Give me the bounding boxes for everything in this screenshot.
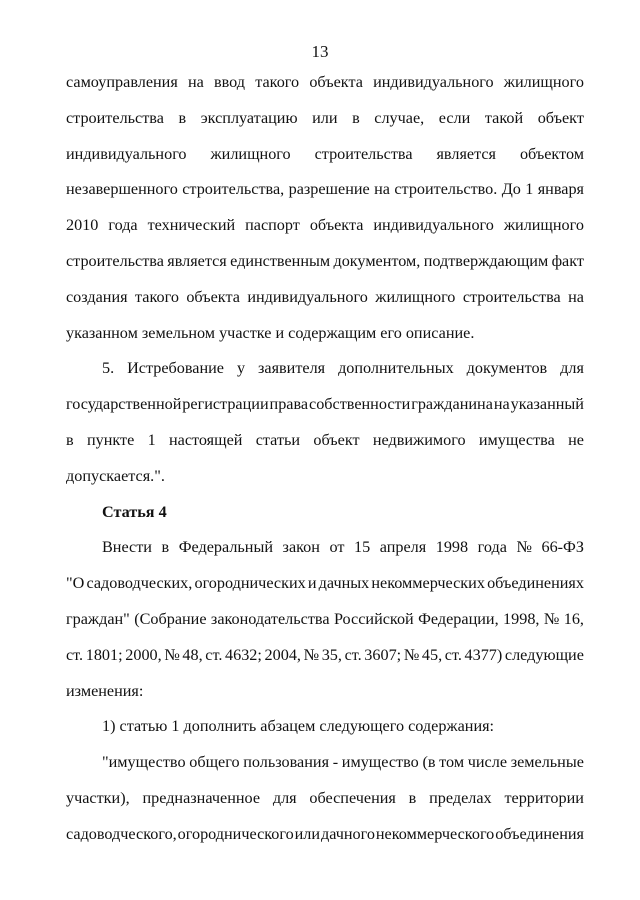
word: у — [236, 359, 246, 378]
word: предназначенное — [142, 788, 261, 807]
word: (в — [422, 753, 436, 772]
word: № — [403, 645, 420, 664]
word: если — [438, 108, 471, 127]
text-line — [66, 609, 584, 645]
word: на — [374, 180, 390, 199]
word: "О — [66, 574, 85, 593]
word: 45, — [421, 645, 443, 664]
word: 3607; — [364, 645, 402, 664]
word: Российской — [333, 609, 414, 628]
line-text: 1) статью 1 дополнить абзацем следующего содержания: — [102, 717, 495, 736]
word: такого — [255, 73, 300, 91]
word: индивидуального — [247, 287, 368, 306]
text-line — [66, 179, 584, 215]
word: объект — [537, 108, 584, 127]
word: на — [493, 395, 510, 414]
word: в — [178, 108, 187, 127]
text-line — [66, 215, 584, 251]
word: для — [560, 359, 584, 378]
word: числе — [467, 753, 508, 772]
word: является — [167, 251, 227, 270]
word: 16, — [563, 609, 584, 628]
word: строительство. — [394, 180, 498, 199]
page-number: 13 — [311, 42, 329, 61]
word: 66-ФЗ — [541, 538, 584, 557]
word: объединения — [495, 824, 584, 843]
word: 2000, — [125, 645, 162, 664]
word: жилищного — [503, 73, 584, 91]
word: 15 — [354, 538, 371, 557]
word: указанный — [510, 395, 584, 414]
word: Истребование — [127, 359, 224, 378]
word: имущество — [341, 753, 419, 772]
text-line — [66, 72, 584, 108]
word: строительства — [462, 287, 561, 306]
word: ст. — [66, 645, 84, 664]
text-line — [66, 108, 584, 144]
word: участки), — [66, 788, 130, 807]
word: № — [164, 645, 180, 664]
word: или — [312, 108, 338, 127]
word: - — [332, 753, 339, 772]
word: дачных — [318, 574, 370, 593]
article-heading — [66, 502, 584, 538]
text-line — [66, 430, 584, 466]
word: регистрации — [182, 395, 269, 414]
word: строительства, — [182, 180, 285, 199]
word: Федеральный — [178, 538, 273, 557]
word: Федерации, — [418, 609, 499, 628]
word: или — [294, 824, 321, 843]
word: некоммерческого — [375, 824, 495, 843]
word: огороднических — [194, 574, 306, 593]
word: 35, — [321, 645, 342, 664]
word: законодательства — [210, 609, 330, 628]
word: садоводческих, — [86, 574, 193, 593]
text-line — [66, 716, 584, 752]
word: единственным — [230, 251, 331, 270]
word: случае, — [374, 108, 425, 127]
word: объекта — [309, 216, 364, 235]
word: в — [352, 108, 360, 127]
word: не — [568, 430, 584, 449]
word: года — [108, 216, 138, 235]
word: строительства — [66, 251, 164, 270]
text-line — [66, 251, 584, 287]
word: индивидуального — [373, 216, 494, 235]
word: пользования — [243, 753, 330, 772]
word: объектом — [519, 144, 584, 163]
word: 1 — [525, 180, 534, 199]
word: строительства — [66, 108, 164, 127]
word: от — [329, 538, 345, 557]
word: ввод — [214, 73, 246, 91]
word: в — [161, 538, 170, 557]
word: подтверждающим — [423, 251, 549, 270]
text-line — [66, 824, 584, 860]
word: 1801; — [85, 645, 123, 664]
word: права — [269, 395, 309, 414]
word: в — [408, 788, 417, 807]
text-line — [66, 681, 584, 717]
word: жилищного — [503, 216, 584, 235]
word: № — [543, 609, 560, 628]
word: собственности — [309, 395, 411, 414]
word: № — [303, 645, 320, 664]
line-text: допускается.". — [66, 466, 165, 485]
word: 2010 — [66, 216, 99, 235]
word: такой — [484, 108, 524, 127]
word: на — [568, 287, 584, 306]
word: настоящей — [168, 430, 243, 449]
text-line — [66, 537, 584, 573]
word: государственной — [66, 395, 182, 414]
word: статьи — [255, 430, 301, 449]
word: года — [477, 538, 507, 557]
word: общего — [189, 753, 240, 772]
word: объединениях — [487, 574, 584, 593]
word: 48, — [182, 645, 203, 664]
word: факт — [551, 251, 584, 270]
word: в — [66, 430, 74, 449]
word: земельные — [510, 753, 584, 772]
word: индивидуального — [66, 144, 187, 163]
word: 2004, — [264, 645, 301, 664]
line-text: Статья 4 — [102, 502, 167, 521]
word: самоуправления — [66, 73, 178, 91]
word: пределах — [429, 788, 492, 807]
word: января — [537, 180, 584, 199]
word: документов — [466, 359, 548, 378]
word: "имущество — [102, 753, 186, 772]
word: 1998 — [435, 538, 469, 557]
word: 1 — [147, 430, 156, 449]
word: 4632; — [225, 645, 262, 664]
word: 1998, — [503, 609, 540, 628]
word: документом, — [333, 251, 421, 270]
word: объекта — [186, 287, 240, 306]
word: том — [439, 753, 465, 772]
word: апреля — [379, 538, 427, 557]
word: строительства — [314, 144, 413, 163]
text-line — [66, 788, 584, 824]
word: огороднического — [177, 824, 294, 843]
word: создания — [66, 287, 128, 306]
text-line — [66, 466, 584, 502]
word: жилищного — [210, 144, 291, 163]
word: дополнительных — [338, 359, 454, 378]
word: является — [436, 144, 496, 163]
word: жилищного — [375, 287, 456, 306]
word: До — [501, 180, 521, 199]
word: эксплуатацию — [200, 108, 298, 127]
word: объекта — [309, 73, 363, 91]
text-line — [66, 358, 584, 394]
word: объект — [313, 430, 360, 449]
word: технический — [147, 216, 236, 235]
word: на — [187, 73, 204, 91]
word: 5. — [102, 359, 115, 378]
word: 4377) — [464, 645, 503, 664]
text-line — [66, 323, 584, 359]
document-body — [66, 72, 584, 860]
text-line — [66, 287, 584, 323]
word: недвижимого — [372, 430, 466, 449]
word: Внести — [102, 538, 152, 557]
word: пункте — [86, 430, 135, 449]
word: обеспечения — [309, 788, 396, 807]
word: незавершенного — [66, 180, 178, 199]
text-line — [66, 394, 584, 430]
text-line — [66, 573, 584, 609]
word: и — [307, 574, 317, 593]
word: дачного — [320, 824, 375, 843]
text-line — [66, 144, 584, 180]
word: некоммерческих — [371, 574, 485, 593]
word: такого — [134, 287, 179, 306]
word: индивидуального — [373, 73, 494, 91]
word: для — [272, 788, 297, 807]
word: (Собрание — [134, 609, 207, 628]
text-line — [66, 752, 584, 788]
word: гражданина — [411, 395, 493, 414]
word: садоводческого, — [66, 824, 177, 843]
word: ст. — [344, 645, 362, 664]
word: закон — [282, 538, 320, 557]
word: разрешение — [288, 180, 370, 199]
line-text: изменения: — [66, 681, 144, 700]
word: ст. — [444, 645, 462, 664]
line-text: указанном земельном участке и содержащим его описание. — [66, 323, 475, 342]
text-line — [66, 645, 584, 681]
word: паспорт — [245, 216, 300, 235]
word: граждан" — [66, 609, 130, 628]
word: ст. — [205, 645, 223, 664]
word: № — [516, 538, 532, 557]
word: территории — [504, 788, 584, 807]
word: имущества — [478, 430, 555, 449]
word: заявителя — [257, 359, 326, 378]
word: следующие — [504, 645, 584, 664]
